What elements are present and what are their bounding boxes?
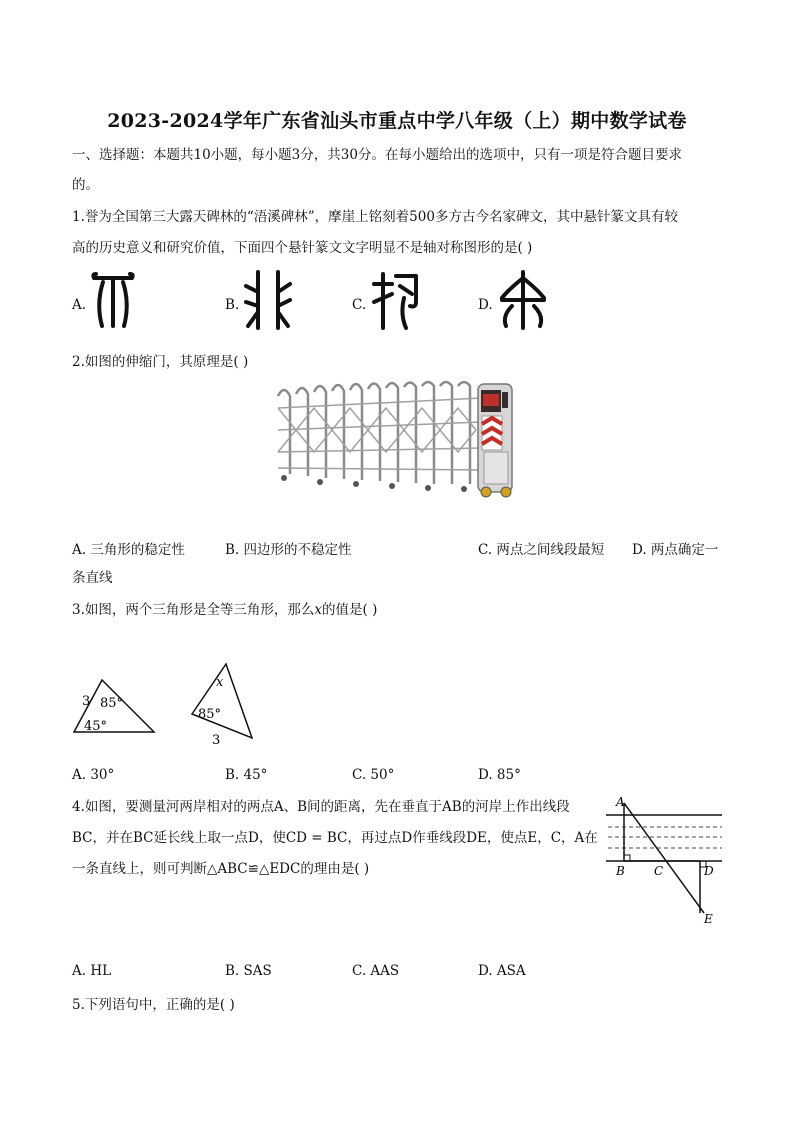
page-title: 2023-2024学年广东省汕头市重点中学八年级（上）期中数学试卷 [107, 110, 687, 132]
q1-option-c: C. [352, 297, 367, 313]
q4-label-b: B [616, 864, 625, 878]
q1-stem-line1: 1.誉为全国第三大露天碑林的“浯溪碑林”，摩崖上铭刻着500多方古今名家碑文，其中悬针篆文具有较 [72, 209, 678, 225]
q5-stem: 5.下列语句中，正确的是( ) [72, 997, 235, 1013]
q1-option-b: B. [225, 297, 240, 313]
q4-label-a: A [616, 795, 625, 809]
q1-stem-line2: 高的历史意义和研究价值，下面四个悬针篆文文字明显不是轴对称图形的是( ) [72, 240, 533, 256]
q3-option-c: C. 50° [352, 767, 395, 783]
q4-option-c: C. AAS [352, 963, 400, 979]
q3-stem-var: x [314, 602, 323, 618]
q3-t1-side: 3 [82, 694, 91, 709]
q3-stem [72, 600, 377, 620]
section-header-line2: 的。 [72, 177, 99, 193]
q4-label-d: D [704, 864, 714, 878]
q3-stem-b: 的值是( ) [322, 602, 378, 618]
q1-glyph-c [370, 268, 422, 332]
q3-option-d: D. 85° [478, 767, 521, 783]
q2-option-d-wrap: 条直线 [72, 570, 113, 586]
q3-option-a: A. 30° [72, 767, 115, 783]
q4-option-a: A. HL [72, 963, 112, 979]
q4-stem-line3: 一条直线上，则可判断△ABC≌△EDC的理由是( ) [72, 861, 370, 877]
q4-label-c: C [654, 864, 664, 878]
section-header-line1: 一、选择题：本题共10小题，每小题3分，共30分。在每小题给出的选项中，只有一项是符合题目要求 [72, 147, 682, 163]
q3-t2-side: 3 [212, 733, 221, 748]
q2-option-a: A. 三角形的稳定性 [72, 542, 185, 558]
retractable-gate-figure [272, 378, 522, 502]
q3-t2-var: x [216, 675, 224, 690]
q4-stem-line1: 4.如图，要测量河两岸相对的两点A、B间的距离，先在垂直于AB的河岸上作出线段 [72, 799, 570, 815]
q3-triangles-figure [66, 660, 266, 752]
q4-river-figure [604, 795, 726, 929]
q2-stem: 2.如图的伸缩门，其原理是( ) [72, 354, 249, 370]
q3-t1-angle-top: 85° [100, 696, 124, 711]
q3-stem-a: 3.如图，两个三角形是全等三角形，那么 [72, 602, 315, 618]
q3-option-b: B. 45° [225, 767, 268, 783]
q2-option-b: B. 四边形的不稳定性 [225, 542, 352, 558]
q1-glyph-b [242, 268, 294, 332]
q1-option-a: A. [72, 297, 87, 313]
q4-stem-line2: BC，并在BC延长线上取一点D，使CD = BC，再过点D作垂线段DE，使点E，C，A在 [72, 830, 598, 846]
q3-t1-angle-left: 45° [84, 719, 108, 734]
q1-glyph-a [88, 270, 138, 332]
q1-option-d: D. [478, 297, 493, 313]
q1-glyph-d [496, 268, 550, 332]
q3-t2-angle: 85° [198, 707, 222, 722]
q4-option-b: B. SAS [225, 963, 272, 979]
q4-option-d: D. ASA [478, 963, 526, 979]
q2-option-c: C. 两点之间线段最短 [478, 542, 605, 558]
q2-option-d: D. 两点确定一 [632, 542, 719, 558]
q4-label-e: E [704, 912, 713, 926]
